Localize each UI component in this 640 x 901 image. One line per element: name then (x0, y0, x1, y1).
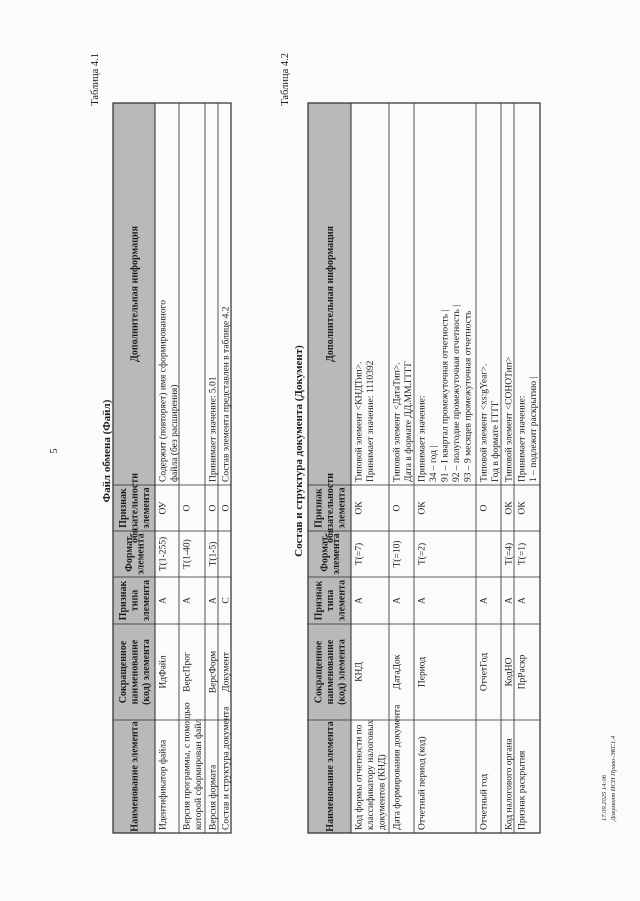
table-cell: О (182, 504, 193, 512)
table-row (517, 377, 540, 830)
column-header: типа (325, 589, 336, 612)
table-row (208, 376, 219, 830)
table-cell: Отчетный период (код) (417, 736, 428, 830)
column-header: элемента (336, 579, 348, 622)
table-cell: Типовой элемент <ДатаТип>. (392, 362, 403, 482)
table-cell: Дата формирования документа (392, 704, 403, 830)
table-cell: ИдФайл (158, 655, 169, 689)
table-row (479, 364, 502, 830)
table-cell: 91 – I квартал промежуточная отчетность | (440, 309, 451, 482)
column-header: обязательности (325, 472, 336, 544)
table-cell: классификатору налоговых (366, 719, 376, 830)
table-row (182, 504, 205, 830)
table-cell: T(=4) (504, 542, 515, 566)
column-header: Признак (118, 488, 129, 528)
column-header: Признак (313, 580, 325, 621)
table-cell: ВерсПрог (182, 652, 193, 692)
table-cell: Дата в формате ДД.ММ.ГГГГ (404, 361, 414, 482)
table-cell: T(1-40) (182, 539, 193, 569)
page-number: 5 (49, 448, 60, 454)
column-header: наименование (129, 639, 141, 705)
table-cell: КНД (354, 662, 365, 682)
table-cell: Состав и структура документа (221, 706, 232, 830)
table-cell: T(1-255) (158, 536, 169, 572)
table-cell: 1 – подлежит раскрытию | (529, 376, 539, 482)
table-cell: ОК (517, 501, 528, 515)
table-cell: T(=1) (517, 542, 528, 566)
table-cell: Принимает значение: (517, 395, 528, 482)
table-cell: Признак раскрытия (517, 750, 528, 830)
table-cell: Принимает значение: (417, 395, 428, 482)
column-header: Признак (313, 488, 325, 528)
column-header: Сокращенное (313, 640, 325, 704)
table-document-structure (308, 103, 540, 833)
table-cell: Версия формата (208, 764, 219, 830)
table-cell: которой сформирован файл (194, 718, 204, 830)
column-header: Формат (123, 536, 135, 572)
table-row (392, 361, 415, 830)
table-file-exchange (113, 103, 232, 833)
table-cell: А (517, 597, 528, 604)
table-cell: Отчетный год (479, 773, 490, 830)
table-cell: T(=10) (392, 540, 403, 568)
table-cell: Идентификатор файла (158, 739, 169, 830)
table-cell: А (208, 597, 219, 604)
table-cell: О (479, 504, 490, 512)
column-header: обязательности (129, 472, 141, 544)
table-4-1-label: Таблица 4.1 (90, 53, 101, 106)
table-cell: Документ (221, 652, 232, 692)
table-cell: Период (417, 656, 428, 688)
table-cell: А (354, 597, 365, 604)
table-cell: А (479, 597, 490, 604)
table-cell: А (504, 597, 515, 604)
table-cell: Типовой элемент <КНДТип>. (354, 361, 365, 482)
table-cell: А (158, 597, 169, 604)
table-cell: Принимает значение: 5.01 (208, 376, 219, 482)
table-cell: О (221, 504, 232, 512)
table-row (417, 305, 474, 830)
column-header: наименование (325, 639, 336, 705)
column-header: Сокращенное (118, 640, 129, 704)
table-cell: Типовой элемент <СОНОТип> (504, 356, 515, 482)
table-cell: А (182, 597, 193, 604)
table-cell: файла (без расширения) (170, 384, 180, 482)
column-header: элемента (141, 579, 152, 622)
table-cell: 93 – 9 месяцев промежуточная отчетность (463, 310, 474, 482)
table-row (158, 300, 181, 830)
table-cell: ОтчетГод (479, 652, 490, 692)
table-cell: T(1-5) (208, 541, 219, 567)
table-cell: ОК (354, 501, 365, 515)
table-cell: О (208, 504, 219, 512)
table-cell: Содержит (повторяет) имя сформированного (158, 299, 169, 482)
column-header: Дополнительная информация (129, 225, 141, 363)
table-cell: 92 – полугодие промежуточная отчетность | (452, 304, 462, 482)
table-cell: ПрРаскр (517, 654, 528, 690)
table-4-2-title: Состав и структура документа (Документ) (293, 345, 305, 557)
table-cell: Типовой элемент <xs:gYear>. (479, 363, 490, 482)
table-cell: ОК (417, 501, 428, 515)
column-header: (код) элемента (141, 639, 152, 705)
table-cell: T(=2) (417, 542, 428, 566)
table-4-1-title: Файл обмена (Файл) (101, 399, 113, 503)
column-header: элемента (330, 533, 342, 575)
table-row (221, 306, 232, 830)
table-cell: Версия программы, с помощью (182, 702, 193, 830)
column-header: элемента (135, 533, 147, 575)
table-4-2-label: Таблица 4.2 (280, 53, 291, 106)
table-row (354, 360, 388, 830)
table-row (504, 357, 515, 830)
table-cell: А (417, 597, 428, 604)
table-cell: ОУ (158, 501, 169, 515)
column-header: Наименование элемента (325, 721, 336, 832)
table-cell: А (392, 597, 403, 604)
column-header: элемента (141, 487, 152, 529)
column-header: элемента (336, 487, 348, 529)
table-cell: T(=7) (354, 542, 365, 566)
column-header: типа (129, 589, 141, 612)
table-cell: Принимает значение: 1110392 (366, 360, 376, 482)
table-cell: КодНО (504, 657, 515, 687)
print-stamp (601, 735, 617, 822)
column-header: Признак (118, 580, 129, 621)
table-cell: ОК (504, 501, 515, 515)
table-cell: С (221, 597, 232, 604)
table-cell: ВерсФорм (208, 650, 219, 694)
table-cell: ДатаДок (392, 654, 403, 690)
table-cell: 34 – год | (429, 445, 439, 482)
table-cell: Код налогового органа (504, 738, 515, 830)
stamp-line-2: Документ ИСН Право-ЭКС1.4 (610, 735, 617, 821)
column-header: Наименование элемента (129, 721, 141, 832)
table-cell: документов (КНД) (377, 754, 388, 830)
column-header: Дополнительная информация (325, 225, 336, 363)
table-cell: Год в формате ГГГГ (491, 400, 501, 482)
stamp-line-1: 17.09.2025 14:06 (601, 774, 608, 821)
table-cell: О (392, 504, 403, 512)
table-cell: Код формы отчетности по (354, 724, 365, 830)
column-header: (код) элемента (336, 639, 348, 705)
column-header: Формат (319, 536, 331, 572)
table-cell: Состав элемента представлен в таблице 4.2 (221, 306, 232, 482)
